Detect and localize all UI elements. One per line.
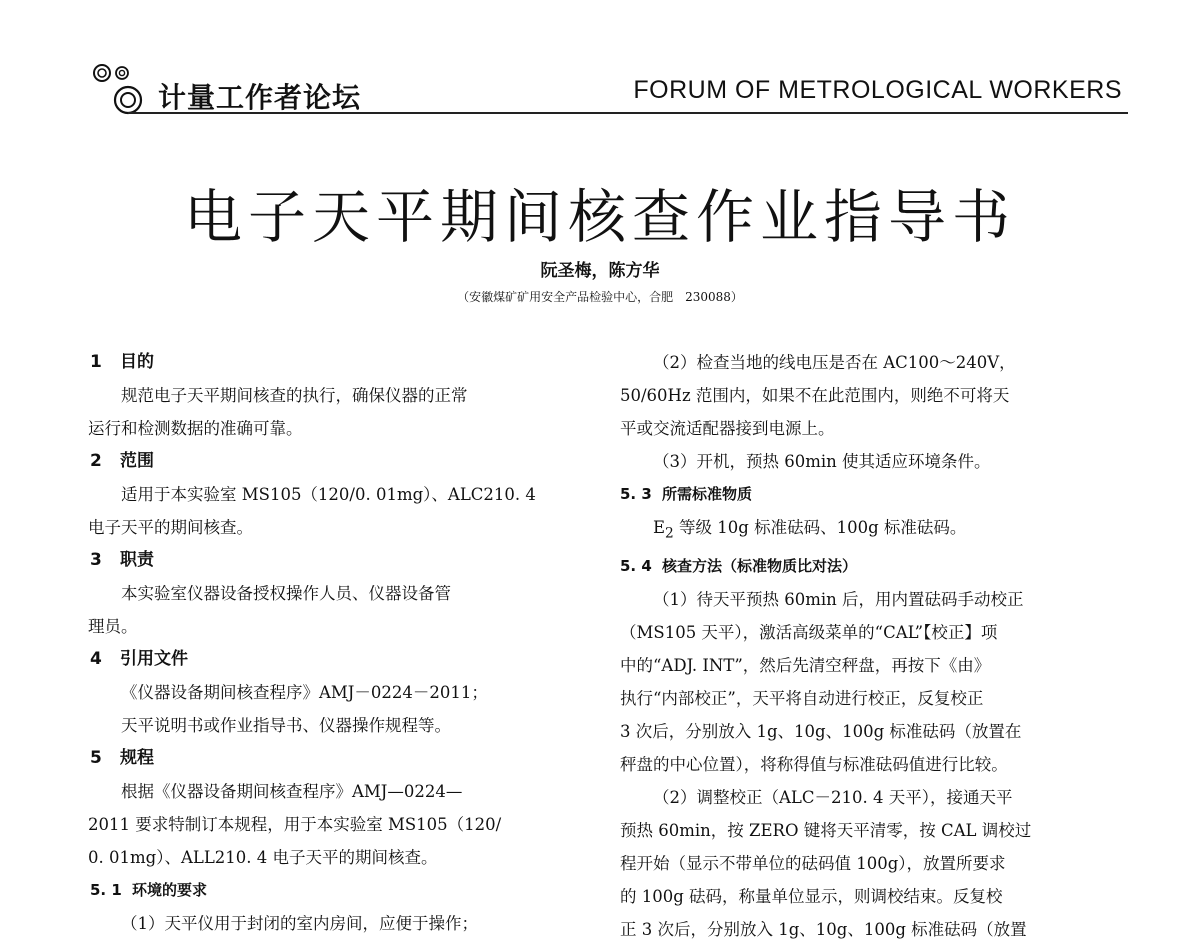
subsection-heading: [620, 478, 1125, 511]
section-heading: [88, 346, 588, 379]
section-number: 2: [90, 451, 102, 471]
paragraph-line: 规范电子天平期间核查的执行，确保仪器的正常: [121, 386, 468, 405]
paragraph-line: 的 100g 砝码，称量单位显示，则调校结束。反复校: [620, 887, 1003, 907]
paragraph-line: （MS105 天平），激活高级菜单的“CAL”【校正】项: [620, 623, 998, 643]
reference-line: 《仪器设备期间核查程序》AMJ－0224－2011；: [121, 683, 488, 702]
section-title: 规程: [120, 748, 154, 768]
section-number: 4: [90, 649, 102, 669]
paragraph-line: 中的“ADJ. INT”，然后先清空秤盘，再按下《由》: [620, 656, 991, 676]
article-title: 电子天平期间核查作业指导书: [183, 183, 1016, 251]
weight-class-subscript: 2: [665, 525, 674, 542]
paragraph-line: 理员。: [88, 617, 138, 636]
section-title: 范围: [120, 451, 154, 471]
paragraph-line: 2011 要求特制订本规程，用于本实验室 MS105（120/: [88, 815, 502, 834]
paragraph-line: 运行和检测数据的准确可靠。: [88, 419, 303, 438]
subsection-number: 5. 3: [620, 485, 652, 503]
paragraph-line: 根据《仪器设备期间核查程序》AMJ—0224—: [121, 782, 463, 801]
paragraph-line: （1）天平仪用于封闭的室内房间，应便于操作；: [121, 914, 478, 933]
section-number: 3: [90, 550, 102, 570]
section-title: 职责: [120, 550, 154, 570]
left-column: [88, 346, 588, 940]
section-title: 引用文件: [120, 649, 188, 669]
paragraph-line: 预热 60min，按 ZERO 键将天平清零，按 CAL 调校过: [620, 821, 1032, 841]
paragraph-line: 0. 01mg）、ALL210. 4 电子天平的期间核查。: [88, 848, 438, 867]
paragraph-line: 50/60Hz 范围内，如果不在此范围内，则绝不可将天: [620, 386, 1010, 405]
journal-name-en: FORUM OF METROLOGICAL WORKERS: [633, 76, 1122, 104]
article-authors: 阮圣梅，陈方华: [540, 261, 660, 281]
paragraph-line: 3 次后，分别放入 1g、10g、100g 标准砝码（放置在: [620, 722, 1022, 742]
section-number: 5: [90, 748, 102, 768]
paragraph-line: （1）待天平预热 60min 后，用内置砝码手动校正: [653, 590, 1024, 610]
section-heading: [88, 643, 588, 676]
subsection-heading: [620, 550, 1125, 583]
journal-logo-rings-icon: [90, 60, 152, 116]
subsection-number: 5. 4: [620, 557, 652, 576]
paragraph-line: 执行“内部校正”，天平将自动进行校正，反复校正: [620, 689, 984, 709]
section-heading: [88, 544, 588, 577]
paragraph-line: 电子天平的期间核查。: [88, 518, 253, 537]
weight-class-symbol: E: [653, 518, 666, 537]
paragraph-line: 适用于本实验室 MS105（120/0. 01mg）、ALC210. 4: [121, 485, 536, 504]
paragraph-line: 秤盘的中心位置），将称得值与标准砝码值进行比较。: [620, 755, 1008, 775]
paragraph-line: 本实验室仪器设备授权操作人员、仪器设备管: [121, 584, 451, 603]
right-column: [620, 346, 1125, 946]
subsection-heading: [88, 874, 588, 907]
section-heading: [88, 445, 588, 478]
header-rule: [128, 112, 1128, 114]
paragraph-line: （3）开机，预热 60min 使其适应环境条件。: [653, 452, 991, 471]
running-header: [90, 60, 1130, 114]
paragraph-line: （2）检查当地的线电压是否在 AC100～240V，: [653, 353, 1016, 372]
paragraph-line: 平或交流适配器接到电源上。: [620, 419, 835, 438]
author-affiliation: （安徽煤矿矿用安全产品检验中心，合肥 230088）: [457, 290, 743, 304]
paragraph-line: （2）调整校正（ALC－210. 4 天平），接通天平: [653, 788, 1013, 808]
subsection-title: 核查方法（标准物质比对法）: [662, 557, 858, 576]
weight-class-text: 等级 10g 标准砝码、100g 标准砝码。: [673, 518, 967, 537]
paragraph-line: [620, 511, 1125, 550]
section-heading: [88, 742, 588, 775]
section-title: 目的: [120, 352, 154, 372]
subsection-title: 环境的要求: [132, 881, 208, 899]
subsection-number: 5. 1: [90, 881, 122, 899]
paragraph-line: 程开始（显示不带单位的砝码值 100g），放置所要求: [620, 854, 1006, 874]
subsection-title: 所需标准物质: [662, 485, 753, 503]
journal-name-cn: 计量工作者论坛: [158, 81, 362, 114]
paragraph-line: 正 3 次后，分别放入 1g、10g、100g 标准砝码（放置: [620, 920, 1027, 940]
section-number: 1: [90, 352, 102, 372]
reference-line: 天平说明书或作业指导书、仪器操作规程等。: [121, 716, 451, 735]
